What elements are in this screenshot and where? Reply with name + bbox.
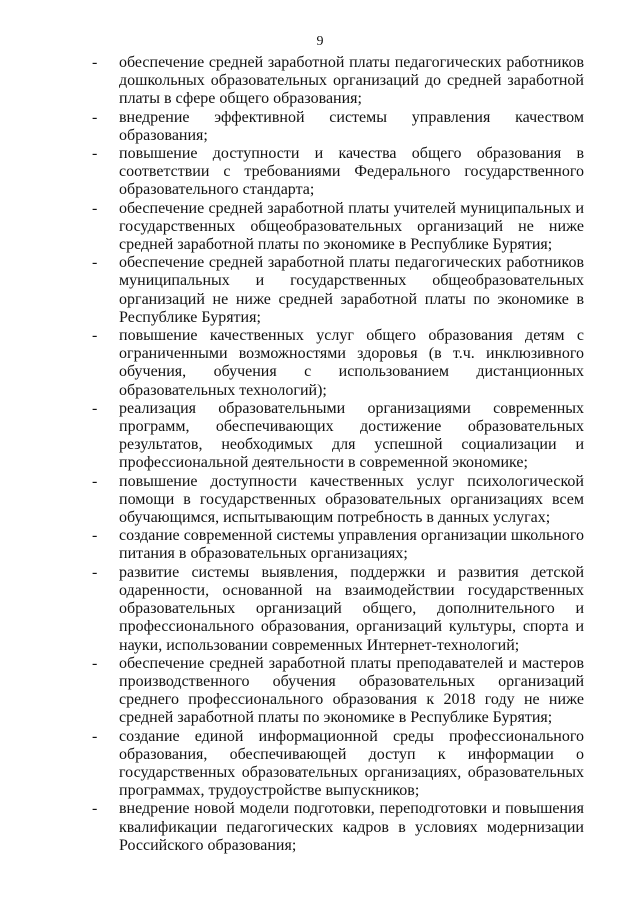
bullet-dash: - [92,327,98,345]
list-item [92,800,584,855]
bullet-dash: - [92,145,98,163]
list-item-text: внедрение эффективной системы управления качеством образования; [119,108,584,144]
list-item [92,327,584,400]
bullet-dash: - [92,399,98,417]
list-item-text: внедрение новой модели подготовки, переподготовки и повышения квалификации педагогических кадров в условиях модернизации Российского образования; [119,800,584,854]
list-item [92,400,584,473]
list-item [92,254,584,327]
list-item-text: повышение качественных услуг общего образования детям с ограниченными возможностями здоровья (в т.ч. инклюзивного обучения, обучения с использованием дистанционных образовательных технологий); [119,327,584,399]
bullet-dash: - [92,472,98,490]
bullet-dash: - [92,108,98,126]
bullet-dash: - [92,254,98,272]
bullet-dash: - [92,800,98,818]
list-item [92,473,584,528]
list-item [92,54,584,109]
bullet-dash: - [92,727,98,745]
list-item-text: обеспечение средней заработной платы педагогических работников дошкольных образовательных организаций до средней заработной платы в сфере общего образования; [119,54,584,108]
list-item-text: создание современной системы управления организации школьного питания в образовательных организациях; [119,527,584,563]
list-item-text: создание единой информационной среды профессионального образования, обеспечивающей доступ к информации о государственных образовательных организациях, образовательных программах, трудоустройстве выпускников; [119,727,584,800]
list-item [92,200,584,255]
bullet-dash: - [92,199,98,217]
list-item [92,564,584,655]
bullet-dash: - [92,654,98,672]
bullet-dash: - [92,54,98,71]
list-item [92,109,584,145]
list-item-text: реализация образовательными организациями современных программ, обеспечивающих достижение образовательных результатов, необходимых для успешной социализации и профессиональной деятельности в современной экономике; [119,399,584,472]
list-item [92,145,584,200]
page-number: 9 [316,34,324,49]
list-item-text: обеспечение средней заработной платы преподавателей и мастеров производственного обучения образовательных организаций среднего профессионального образования к 2018 году не ниже средней заработной платы по экономике в Республике Бурятия; [119,654,584,727]
list-item-text: повышение доступности и качества общего образования в соответствии с требованиями Федерального государственного образовательного стандарта; [119,145,584,199]
bullet-dash: - [92,563,98,581]
list-item-text: обеспечение средней заработной платы учителей муниципальных и государственных общеобразовательных организаций не ниже средней заработной платы по экономике в Республике Бурятия; [119,199,584,254]
list-item [92,527,584,563]
list-item [92,655,584,728]
bullet-list [92,54,584,855]
list-item-text: обеспечение средней заработной платы педагогических работников муниципальных и государственных общеобразовательных организаций не ниже средней заработной платы по экономике в Республике Бурятия; [119,254,584,326]
list-item-text: повышение доступности качественных услуг психологической помощи в государственных образовательных организациях всем обучающимся, испытывающим потребность в данных услугах; [119,472,584,527]
bullet-dash: - [92,527,98,545]
list-item-text: развитие системы выявления, поддержки и развития детской одаренности, основанной на взаимодействии государственных образовательных организаций общего, дополнительного и профессионального образования, организаций культуры, спорта и науки, использовании современных Интернет-технологий; [119,563,584,654]
list-item [92,728,584,801]
